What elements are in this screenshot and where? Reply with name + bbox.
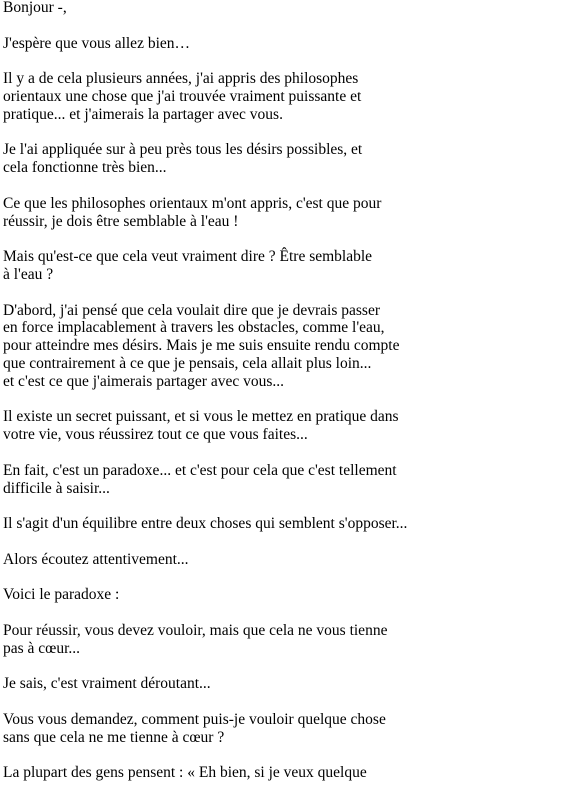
email-body: [3, 0, 573, 800]
paragraph-line: que contrairement à ce que je pensais, cela allait plus loin...: [3, 354, 372, 372]
paragraph-line: En fait, c'est un paradoxe... et c'est pour cela que c'est tellement: [3, 461, 397, 479]
paragraph: [3, 302, 573, 391]
paragraph-line: et c'est ce que j'aimerais partager avec vous...: [3, 372, 285, 390]
paragraph: [3, 711, 573, 747]
greeting: [3, 0, 573, 17]
paragraph: [3, 586, 573, 604]
paragraph-line: orientaux une chose que j'ai trouvée vraiment puissante et: [3, 87, 362, 105]
paragraph-line: pour atteindre mes désirs. Mais je me suis ensuite rendu compte: [3, 337, 400, 355]
paragraph-line: La plupart des gens pensent : « Eh bien, si je veux quelque: [3, 764, 367, 782]
paragraph-line: Je l'ai appliquée sur à peu près tous les désirs possibles, et: [3, 141, 363, 159]
paragraph-line: Je sais, c'est vraiment déroutant...: [3, 675, 211, 693]
paragraph-line: réussir, je dois être semblable à l'eau !: [3, 212, 239, 230]
paragraph-line: cela fonctionne très bien...: [3, 159, 167, 177]
paragraph-line: Vous vous demandez, comment puis-je vouloir quelque chose: [3, 710, 386, 728]
paragraph: [3, 622, 573, 658]
greeting-line: Bonjour -,: [3, 0, 67, 16]
paragraph: [3, 764, 573, 782]
paragraph-line: Voici le paradoxe :: [3, 586, 120, 604]
paragraph-line: Ce que les philosophes orientaux m'ont appris, c'est que pour: [3, 194, 382, 212]
paragraph-line: Il y a de cela plusieurs années, j'ai appris des philosophes: [3, 70, 359, 88]
paragraph: [3, 462, 573, 498]
paragraph: [3, 141, 573, 177]
paragraph-line: Il existe un secret puissant, et si vous le mettez en pratique dans: [3, 408, 399, 426]
paragraph-line: en force implacablement à travers les obstacles, comme l'eau,: [3, 319, 385, 337]
paragraph-line: Pour réussir, vous devez vouloir, mais que cela ne vous tienne: [3, 621, 388, 639]
paragraph-line: Mais qu'est-ce que cela veut vraiment dire ? Être semblable: [3, 248, 373, 266]
paragraph-line: Alors écoutez attentivement...: [3, 550, 189, 568]
paragraph-line: sans que cela ne me tienne à cœur ?: [3, 728, 225, 746]
paragraph-line: pratique... et j'aimerais la partager avec vous.: [3, 105, 283, 123]
paragraph: [3, 408, 573, 444]
paragraph: [3, 195, 573, 231]
paragraph: [3, 515, 573, 533]
paragraph-line: pas à cœur...: [3, 639, 81, 657]
paragraph-line: J'espère que vous allez bien…: [3, 34, 191, 52]
paragraph: [3, 551, 573, 569]
paragraph-line: difficile à saisir...: [3, 479, 110, 497]
paragraph: [3, 35, 573, 53]
paragraph-line: votre vie, vous réussirez tout ce que vous faites...: [3, 426, 308, 444]
paragraph: [3, 248, 573, 284]
paragraph-line: Il s'agit d'un équilibre entre deux choses qui semblent s'opposer...: [3, 515, 408, 533]
paragraph-line: à l'eau ?: [3, 265, 54, 283]
paragraph: [3, 70, 573, 123]
paragraph: [3, 675, 573, 693]
paragraph-line: D'abord, j'ai pensé que cela voulait dire que je devrais passer: [3, 301, 381, 319]
paragraph-list: [3, 35, 573, 782]
